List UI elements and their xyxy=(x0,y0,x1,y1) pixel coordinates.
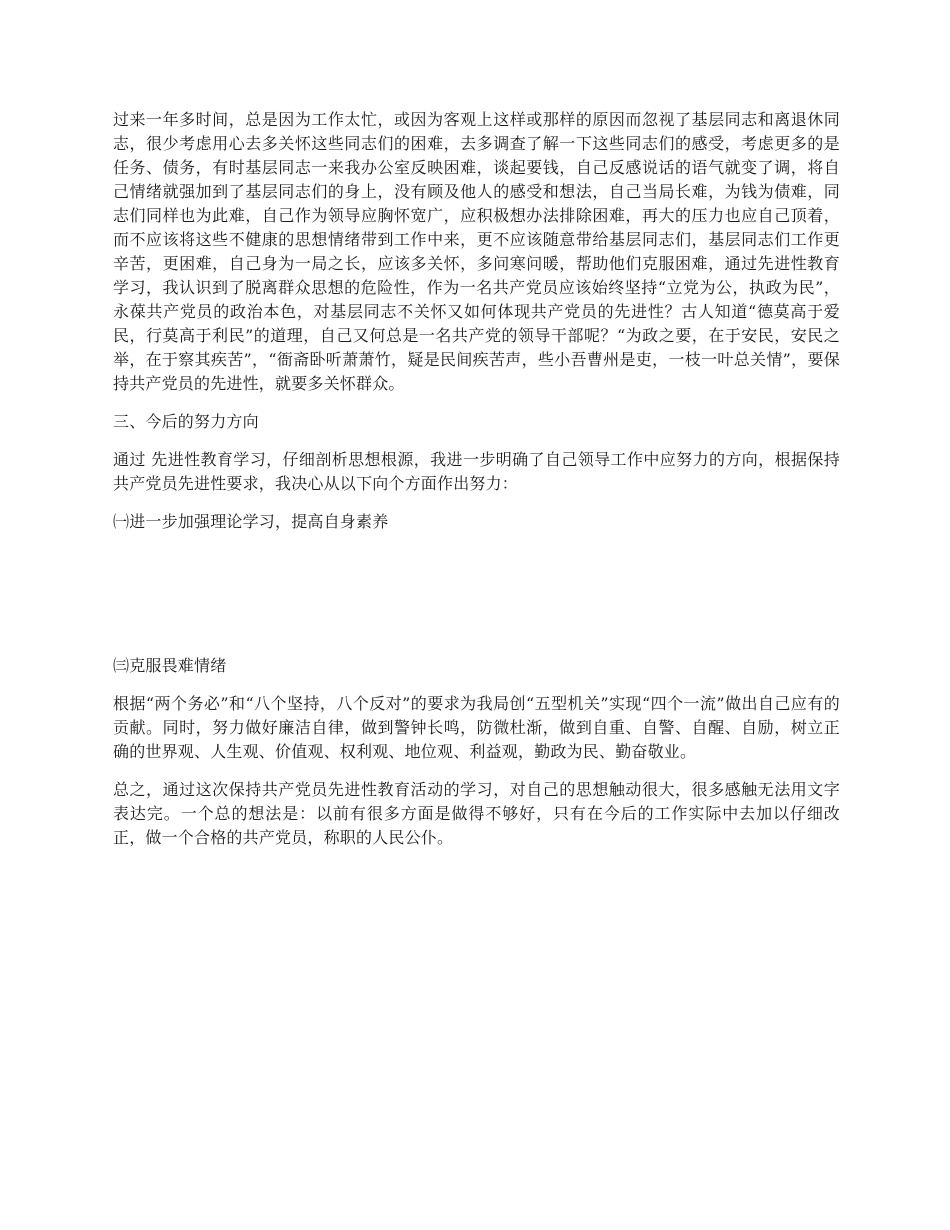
section-heading-future-direction: 三、今后的努力方向 xyxy=(113,412,259,431)
paragraph-direction-intro: 通过 先进性教育学习，仔细剖析思想根源，我进一步明确了自己领导工作中应努力的方向，根据保持共产党员先进性要求，我决心从以下向个方面作出努力： xyxy=(113,450,840,493)
paragraph-requirements: 根据“两个务必”和“八个坚持，八个反对”的要求为我局创“五型机关”实现“四个一流”做出自己应有的贡献。同时，努力做好廉洁自律，做到警钟长鸣，防微杜渐，做到自重、自警、自醒、自励，树立正确的世界观、人生观、价值观、权利观、地位观、利益观，勤政为民、勤奋敬业。 xyxy=(113,694,840,761)
blank-space xyxy=(113,548,840,654)
list-item-theory-study: ㈠进一步加强理论学习，提高自身素养 xyxy=(113,512,389,531)
list-item-overcome-difficulty: ㈢克服畏难情绪 xyxy=(113,656,227,675)
paragraph-care-for-grassroots: 过来一年多时间，总是因为工作太忙，或因为客观上这样或那样的原因而忽视了基层同志和离退休同志，很少考虑用心去多关怀这些同志们的困难，去多调查了解一下这些同志们的感受，考虑更多的是任务、债务，有时基层同志一来我办公室反映困难，谈起要钱，自己反感说话的语气就变了调，将自己情绪就强加到了基层同志们的身上，没有顾及他人的感受和想法，自己当局长难，为钱为债难，同志们同样也为此难，自己作为领导应胸怀宽广，应积极想办法排除困难，再大的压力也应自己顶着，而不应该将这些不健康的思想情绪带到工作中来，更不应该随意带给基层同志们，基层同志们工作更辛苦，更困难，自己身为一局之长，应该多关怀，多问寒问暖，帮助他们克服困难，通过先进性教育学习，我认识到了脱离群众思想的危险性，作为一名共产党员应该始终坚持“立党为公，执政为民”，永葆共产党员的政治本色，对基层同志不关怀又如何体现共产党员的先进性？古人知道“德莫高于爱民，行莫高于利民”的道理，自己又何总是一名共产党的领导干部呢？“为政之要，在于安民，安民之举，在于察其疾苦”，“衙斋卧听萧萧竹，疑是民间疾苦声，些小吾曹州是吏，一枝一叶总关情”，要保持共产党员的先进性，就要多关怀群众。 xyxy=(113,110,840,393)
document-page xyxy=(113,108,840,864)
paragraph-conclusion: 总之，通过这次保持共产党员先进性教育活动的学习，对自己的思想触动很大，很多感触无法用文字表达完。一个总的想法是：以前有很多方面是做得不够好，只有在今后的工作实际中去加以仔细改正，做一个合格的共产党员，称职的人民公仆。 xyxy=(113,780,840,847)
